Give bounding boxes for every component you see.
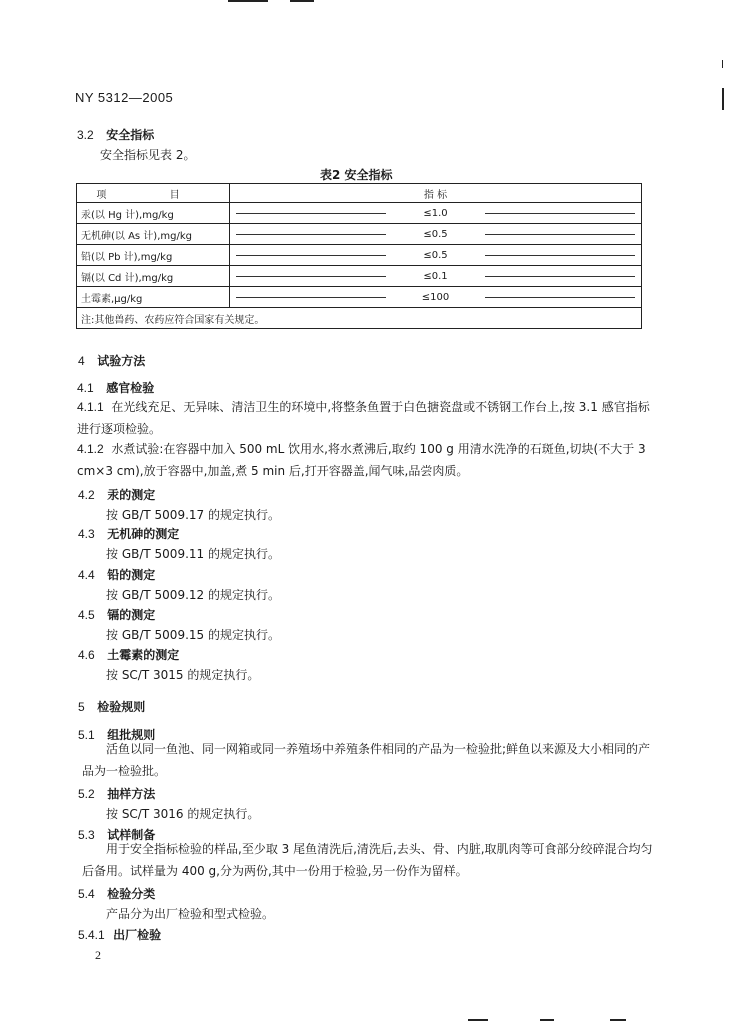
clause-number: 4.1.2: [77, 442, 104, 456]
section-title: 汞的测定: [107, 488, 156, 502]
section-number: 4.1: [77, 381, 94, 395]
section-4-4-heading: [78, 566, 155, 583]
section-title: 安全指标: [106, 128, 155, 142]
table-header-row: [77, 184, 642, 203]
section-4-5-text: 按 GB/T 5009.15 的规定执行。: [106, 628, 280, 642]
value-text: ≤100: [418, 292, 453, 303]
row-item: 汞(以 Hg 计),mg/kg: [77, 203, 230, 224]
row-value: [230, 266, 642, 287]
scan-mark-right: [722, 88, 724, 110]
section-4-heading: [78, 352, 145, 369]
value-text: ≤1.0: [419, 208, 451, 219]
section-number: 5.4: [78, 887, 95, 901]
table-note-row: [77, 308, 642, 329]
section-title: 土霉素的测定: [107, 648, 180, 662]
row-item: 土霉素,μg/kg: [77, 287, 230, 308]
section-4-5-heading: [78, 606, 155, 623]
section-number: 5: [78, 700, 85, 714]
section-5-4-text: 产品分为出厂检验和型式检验。: [106, 907, 275, 921]
section-number: 5.3: [78, 828, 95, 842]
header-item: 项 目: [77, 184, 230, 203]
section-3-2-intro: 安全指标见表 2。: [100, 148, 196, 162]
section-3-2-heading: [77, 126, 154, 143]
value-text: ≤0.5: [419, 229, 451, 240]
section-5-heading: [78, 698, 145, 715]
section-5-2-text: 按 SC/T 3016 的规定执行。: [106, 807, 260, 821]
section-number: 5.1: [78, 728, 95, 742]
section-4-3-text: 按 GB/T 5009.11 的规定执行。: [106, 547, 280, 561]
table-caption: 表2 安全指标: [320, 168, 393, 182]
row-value: [230, 287, 642, 308]
section-4-1-1-paragraph: [77, 396, 653, 440]
table-note: 注:其他兽药、农药应符合国家有关规定。: [77, 308, 642, 329]
section-title: 铅的测定: [107, 568, 156, 582]
value-text: ≤0.1: [419, 271, 451, 282]
row-value: [230, 203, 642, 224]
section-number: 4.2: [78, 488, 95, 502]
table-row: [77, 266, 642, 287]
section-title: 试样制备: [107, 828, 156, 842]
section-4-1-2-paragraph: [77, 438, 653, 482]
row-item: 镉(以 Cd 计),mg/kg: [77, 266, 230, 287]
page-number: 2: [95, 948, 101, 962]
scan-mark-right-2: [722, 60, 723, 68]
section-title: 检验规则: [97, 700, 146, 714]
section-title: 组批规则: [107, 728, 156, 742]
document-code: NY 5312—2005: [75, 90, 174, 105]
section-number: 5.4.1: [78, 928, 105, 942]
section-title: 出厂检验: [113, 928, 162, 942]
section-5-2-heading: [78, 785, 155, 802]
section-4-2-text: 按 GB/T 5009.17 的规定执行。: [106, 508, 280, 522]
clause-text: 水煮试验:在容器中加入 500 mL 饮用水,将水煮沸后,取约 100 g 用清水洗净的石斑鱼,切块(不大于 3 cm×3 cm),放于容器中,加盖,煮 5 min 后,打开容器盖,闻气味,品尝肉质。: [77, 442, 646, 478]
section-number: 4.4: [78, 568, 95, 582]
section-title: 无机砷的测定: [107, 527, 180, 541]
table-row: [77, 245, 642, 266]
section-title: 检验分类: [107, 887, 156, 901]
section-4-1-heading: [77, 379, 154, 396]
row-value: [230, 224, 642, 245]
section-title: 试验方法: [97, 354, 146, 368]
scan-mark-bottom-2: [540, 1019, 554, 1021]
section-4-4-text: 按 GB/T 5009.12 的规定执行。: [106, 588, 280, 602]
section-4-2-heading: [78, 486, 155, 503]
header-value: 指 标: [230, 184, 642, 203]
section-title: 感官检验: [106, 381, 155, 395]
clause-number: 4.1.1: [77, 400, 104, 414]
section-number: 4.6: [78, 648, 95, 662]
section-number: 5.2: [78, 787, 95, 801]
scan-mark-bottom-3: [610, 1019, 626, 1021]
section-title: 抽样方法: [107, 787, 156, 801]
clause-text: 在光线充足、无异味、清洁卫生的环境中,将整条鱼置于白色搪瓷盘或不锈钢工作台上,按 3.1 感官指标进行逐项检验。: [77, 400, 650, 436]
row-item: 铅(以 Pb 计),mg/kg: [77, 245, 230, 266]
table-row: [77, 224, 642, 245]
table-row: [77, 287, 642, 308]
scan-mark-top: [228, 0, 268, 2]
row-value: [230, 245, 642, 266]
section-4-6-heading: [78, 646, 179, 663]
section-number: 4: [78, 354, 85, 368]
section-5-3-text: 用于安全指标检验的样品,至少取 3 尾鱼清洗后,清洗后,去头、骨、内脏,取肌肉等可食部分绞碎混合均匀后备用。试样量为 400 g,分为两份,其中一份用于检验,另一份作为留样。: [82, 842, 653, 878]
safety-indicator-table: [76, 183, 642, 329]
section-number: 4.5: [78, 608, 95, 622]
section-4-3-heading: [78, 525, 179, 542]
section-5-4-1-heading: [78, 926, 161, 943]
table-row: [77, 203, 642, 224]
section-title: 镉的测定: [107, 608, 156, 622]
section-number: 4.3: [78, 527, 95, 541]
section-5-4-heading: [78, 885, 155, 902]
value-text: ≤0.5: [419, 250, 451, 261]
scan-mark-top-2: [290, 0, 314, 2]
row-item: 无机砷(以 As 计),mg/kg: [77, 224, 230, 245]
section-4-6-text: 按 SC/T 3015 的规定执行。: [106, 668, 260, 682]
section-5-1-text: 活鱼以同一鱼池、同一网箱或同一养殖场中养殖条件相同的产品为一检验批;鲜鱼以来源及大小相同的产品为一检验批。: [82, 742, 651, 778]
section-number: 3.2: [77, 128, 94, 142]
scan-mark-bottom: [468, 1019, 488, 1021]
